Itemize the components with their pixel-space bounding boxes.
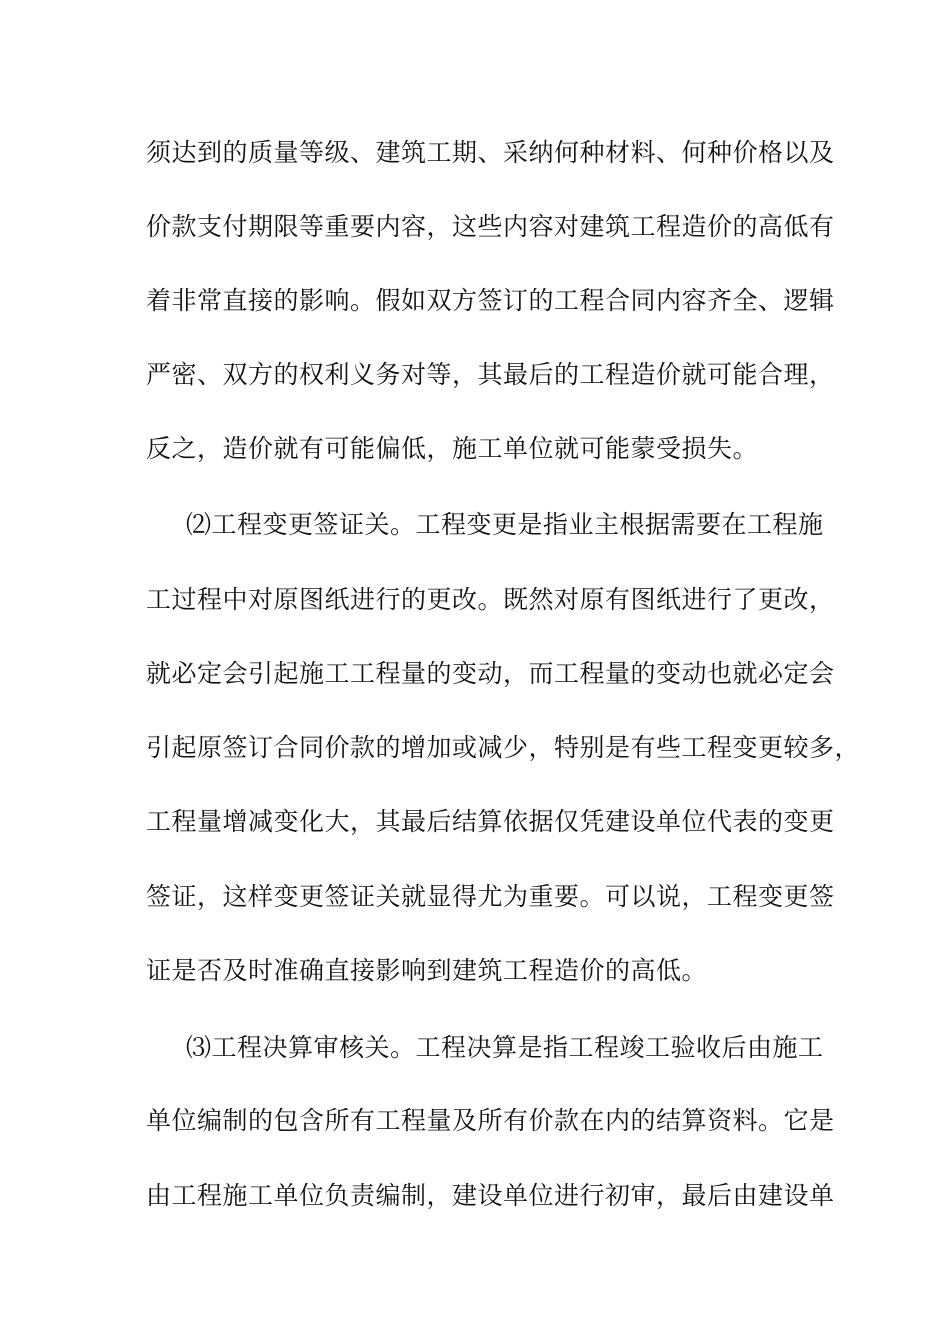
text-line: 着非常直接的影响。假如双方签订的工程合同内容齐全、逻辑 xyxy=(146,286,835,315)
text-line: 须达到的质量等级、建筑工期、采纳何种材料、何种价格以及 xyxy=(146,138,835,167)
text-line: 证是否及时准确直接影响到建筑工程造价的高低。 xyxy=(146,956,708,985)
text-line: 签证，这样变更签证关就显得尤为重要。可以说，工程变更签 xyxy=(146,882,835,911)
text-line: 由工程施工单位负责编制，建设单位进行初审，最后由建设单 xyxy=(146,1181,835,1210)
text-line: 反之，造价就有可能偏低，施工单位就可能蒙受损失。 xyxy=(146,434,759,463)
text-line: 就必定会引起施工工程量的变动，而工程量的变动也就必定会 xyxy=(146,659,835,688)
text-line: 单位编制的包含所有工程量及所有价款在内的结算资料。它是 xyxy=(146,1106,835,1135)
text-line: 价款支付期限等重要内容，这些内容对建筑工程造价的高低有 xyxy=(146,212,835,241)
paragraph-heading-3: ⑶工程决算审核关。工程决算是指工程竣工验收后由施工 xyxy=(186,1033,824,1062)
text-line: 引起原签订合同价款的增加或减少，特别是有些工程变更较多， xyxy=(146,733,861,762)
text-line: 工过程中对原图纸进行的更改。既然对原有图纸进行了更改， xyxy=(146,585,835,614)
text-line: 严密、双方的权利义务对等，其最后的工程造价就可能合理， xyxy=(146,360,835,389)
paragraph-heading-2: ⑵工程变更签证关。工程变更是指业主根据需要在工程施 xyxy=(186,510,824,539)
text-line: 工程量增减变化大，其最后结算依据仅凭建设单位代表的变更 xyxy=(146,807,835,836)
